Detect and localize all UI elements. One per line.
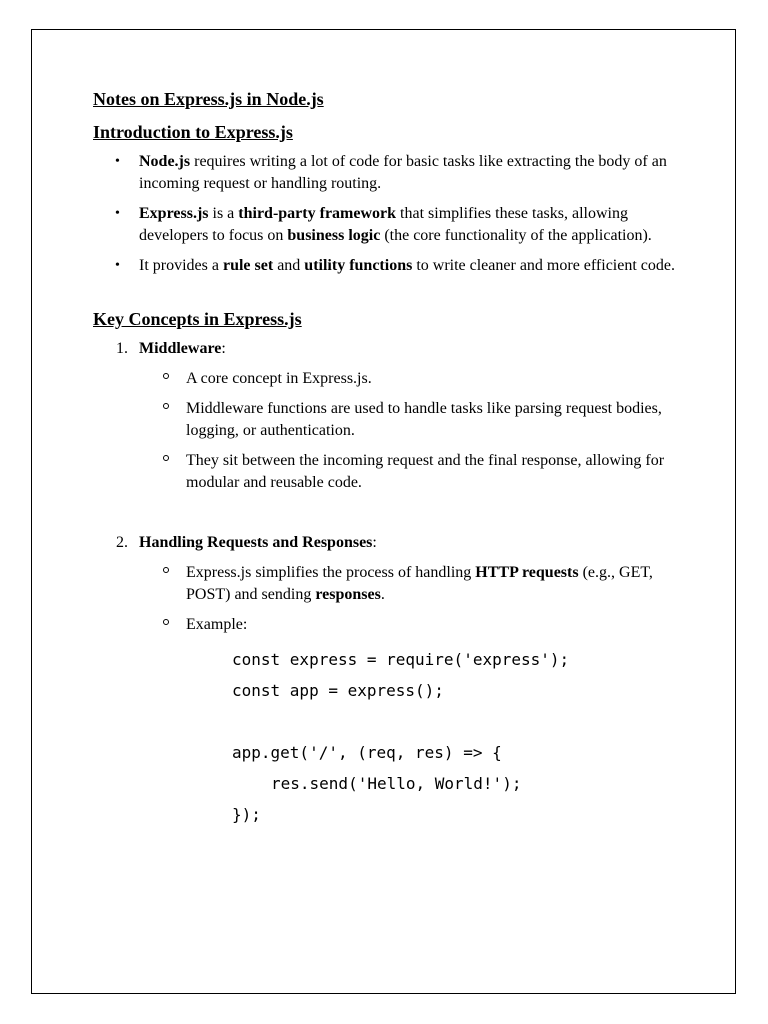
bold-term: responses xyxy=(315,586,381,603)
list-item xyxy=(93,398,683,442)
colon: : xyxy=(221,340,226,357)
item-text: and xyxy=(273,257,305,274)
circle-bullet-icon xyxy=(163,567,169,573)
item-text: A core concept in Express.js. xyxy=(186,370,372,387)
item-number: 1. xyxy=(116,340,128,357)
numbered-item-middleware xyxy=(93,338,683,360)
item-number: 2. xyxy=(116,534,128,551)
code-line: const express = require('express'); xyxy=(232,650,570,669)
list-item xyxy=(93,450,683,494)
bold-term: Express.js xyxy=(139,205,209,222)
item-text: Middleware functions are used to handle tasks like parsing request bodies, logging, or authentication. xyxy=(186,400,662,439)
code-line xyxy=(232,706,683,737)
circle-bullet-icon xyxy=(163,455,169,461)
document-title: Notes on Express.js in Node.js xyxy=(93,89,324,109)
bold-term: HTTP requests xyxy=(475,564,579,581)
item-text: (e.g., GET, POST) and sending xyxy=(186,564,653,603)
bold-term: utility functions xyxy=(304,257,413,274)
item-label: Middleware xyxy=(139,340,222,357)
bold-term: third-party framework xyxy=(238,205,397,222)
numbered-item-requests xyxy=(93,532,683,554)
circle-bullet-icon xyxy=(163,403,169,409)
document-body xyxy=(93,87,683,830)
code-line: const app = express(); xyxy=(232,681,444,700)
item-text: (the core functionality of the application). xyxy=(380,227,652,244)
item-label: Handling Requests and Responses xyxy=(139,534,373,551)
colon: : xyxy=(372,534,377,551)
bullet-icon: • xyxy=(115,258,120,273)
item-text: They sit between the incoming request and the final response, allowing for modular and reusable code. xyxy=(186,452,665,491)
circle-bullet-icon xyxy=(163,619,169,625)
bold-term: business logic xyxy=(287,227,381,244)
item-text: It provides a xyxy=(139,257,223,274)
list-item xyxy=(93,614,683,636)
middleware-sublist xyxy=(93,368,683,494)
item-text: Example: xyxy=(186,616,248,633)
code-line: }); xyxy=(232,805,261,824)
item-text: requires writing a lot of code for basic tasks like extracting the body of an incoming request or handling routing. xyxy=(139,153,667,192)
bold-term: Node.js xyxy=(139,153,191,170)
list-item xyxy=(93,255,683,277)
key-concepts-heading: Key Concepts in Express.js xyxy=(93,309,302,329)
bullet-icon: • xyxy=(115,206,120,221)
item-text: to write cleaner and more efficient code. xyxy=(412,257,675,274)
item-text: Express.js simplifies the process of handling xyxy=(186,564,476,581)
list-item xyxy=(93,203,683,247)
intro-heading: Introduction to Express.js xyxy=(93,122,293,142)
item-text: . xyxy=(380,586,385,603)
list-item xyxy=(93,562,683,606)
item-text: is a xyxy=(208,205,239,222)
code-line: res.send('Hello, World!'); xyxy=(271,774,522,793)
code-example xyxy=(93,644,683,830)
requests-sublist xyxy=(93,562,683,636)
intro-list xyxy=(93,151,683,277)
list-item xyxy=(93,151,683,195)
code-line: app.get('/', (req, res) => { xyxy=(232,743,502,762)
bullet-icon: • xyxy=(115,154,120,169)
bold-term: rule set xyxy=(222,257,274,274)
item-text: that simplifies these tasks, allowing developers to focus on xyxy=(139,205,628,244)
circle-bullet-icon xyxy=(163,373,169,379)
list-item xyxy=(93,368,683,390)
